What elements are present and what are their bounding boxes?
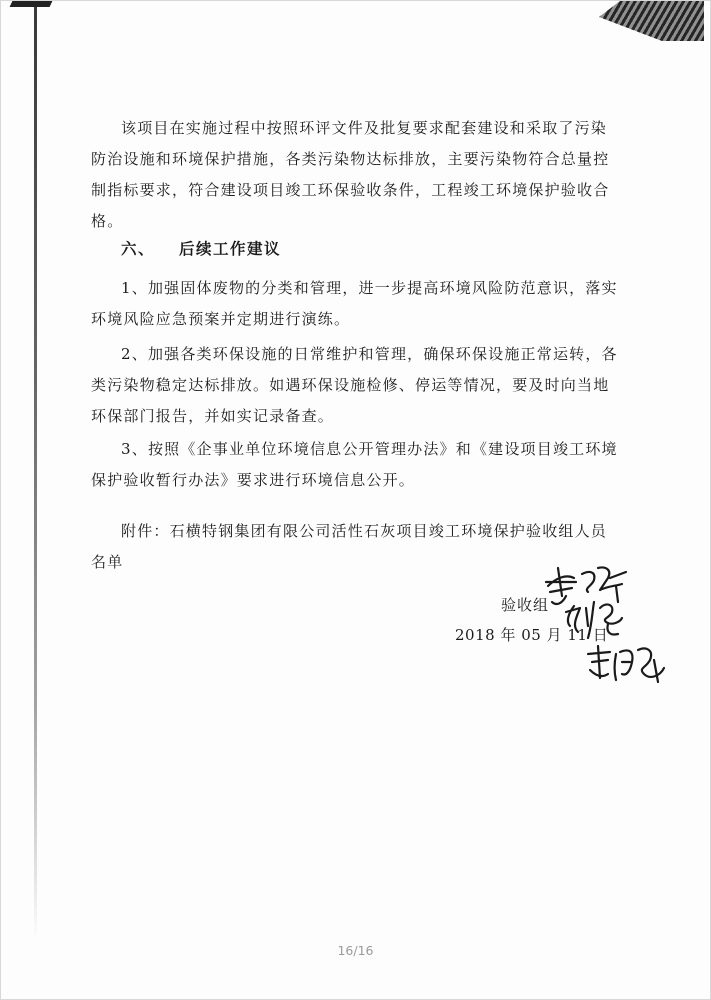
suggestion-2-text: 2、加强各类环保设施的日常维护和管理，确保环保设施正常运转，各类污染物稳定达标排放。如遇环保设施检修、停运等情况，要及时向当地环保部门报告，并如实记录备查。 — [91, 345, 618, 425]
scan-artifact-left-edge — [34, 1, 37, 941]
acceptance-group-label: 验收组 — [501, 596, 550, 614]
page-number: 16/16 — [337, 943, 374, 958]
section-heading — [121, 237, 281, 259]
attachment-paragraph — [91, 516, 611, 578]
signoff-date: 2018 年 05 月 11 日 — [455, 626, 609, 644]
scan-artifact-top-left — [10, 1, 53, 7]
conclusion-text: 该项目在实施过程中按照环评文件及批复要求配套建设和采取了污染防治设施和环境保护措施，各类污染物达标排放，主要污染物符合总量控制指标要求，符合建设项目竣工环保验收条件，工程竣工环境保护验收合格。 — [91, 119, 610, 230]
section-number: 六、 — [121, 239, 156, 258]
conclusion-paragraph — [91, 113, 621, 237]
suggestion-3-paragraph — [91, 434, 621, 496]
suggestion-3-text: 3、按照《企事业单位环境信息公开管理办法》和《建设项目竣工环境保护验收暂行办法》要求进行环境信息公开。 — [91, 440, 618, 489]
scan-artifact-top-right — [599, 1, 704, 41]
suggestion-1-paragraph — [91, 273, 621, 335]
section-title: 后续工作建议 — [179, 239, 282, 258]
suggestion-1-text: 1、加强固体废物的分类和管理，进一步提高环境风险防范意识，落实环境风险应急预案并定期进行演练。 — [91, 279, 618, 328]
handwritten-signatures — [536, 556, 676, 706]
suggestion-2-paragraph — [91, 339, 621, 432]
attachment-text: 附件：石横特钢集团有限公司活性石灰项目竣工环境保护验收组人员名单 — [91, 522, 608, 571]
